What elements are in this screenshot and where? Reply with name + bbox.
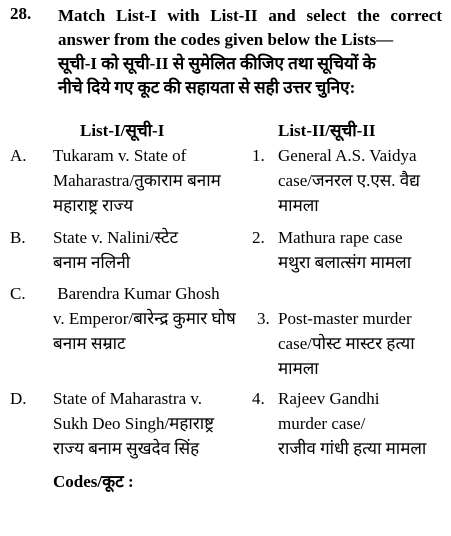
list-1-item-d-line: Sukh Deo Singh/महाराष्ट्र <box>53 414 215 433</box>
list-1-marker-a: A. <box>10 146 27 165</box>
list-1-item-b-line: State v. Nalini/स्टेट <box>53 228 179 247</box>
list-1-item-a-line: महाराष्ट्र राज्य <box>53 196 134 215</box>
list-2-item-4-line: murder case/ <box>278 414 366 433</box>
list-2-item-3 <box>278 306 450 381</box>
list-1-item-a-line: Maharastra/तुकाराम बनाम <box>53 171 221 190</box>
list-2-item-1 <box>278 143 450 218</box>
list-2-item-4-line: राजीव गांधी हत्या मामला <box>278 439 427 458</box>
list-1-item-b-line: बनाम नलिनी <box>53 253 131 272</box>
list-1-item-a <box>53 143 253 218</box>
list-2-item-3-line: मामला <box>278 359 319 378</box>
list-2-item-1-line: मामला <box>278 196 319 215</box>
list-2-marker-3: 3. <box>257 309 270 328</box>
question-text <box>58 4 442 100</box>
question-hindi-line-2: नीचे दिये गए कूट की सहायता से सही उत्तर चुनिए: <box>58 78 356 97</box>
list-1-item-d <box>53 386 253 461</box>
question-number: 28. <box>10 4 32 23</box>
list-1-marker-b: B. <box>10 228 26 247</box>
codes-label: Codes/कूट : <box>53 472 134 491</box>
list-2-item-2 <box>278 225 450 275</box>
list-2-item-3-line: case/पोस्ट मास्टर हत्या <box>278 334 415 353</box>
list-2-item-4 <box>278 386 450 461</box>
list-1-item-a-line: Tukaram v. State of <box>53 146 187 165</box>
list-2-marker-1: 1. <box>252 146 265 165</box>
question-hindi-line-1: सूची-I को सूची-II से सुमेलित कीजिए तथा सूचियों के <box>58 54 376 73</box>
list-2-marker-2: 2. <box>252 228 265 247</box>
list-1-item-c <box>53 281 258 356</box>
list-2-item-2-line: मथुरा बलात्संग मामला <box>278 253 412 272</box>
list-2-header: List-II/सूची-II <box>278 121 376 140</box>
list-2-item-3-line: Post-master murder <box>278 309 412 328</box>
question-english: Match List-I with List-II and select the correct answer from the codes given below the Lists— <box>58 6 442 49</box>
list-1-header: List-I/सूची-I <box>80 121 165 140</box>
list-2-item-1-line: case/जनरल ए.एस. वैद्य <box>278 171 420 190</box>
list-1-item-b <box>53 225 253 275</box>
list-1-marker-c: C. <box>10 284 26 303</box>
list-2-item-1-line: General A.S. Vaidya <box>278 146 417 165</box>
list-1-item-d-line: राज्य बनाम सुखदेव सिंह <box>53 439 200 458</box>
list-1-marker-d: D. <box>10 389 27 408</box>
list-1-item-c-line: Barendra Kumar Ghosh <box>53 284 220 303</box>
list-2-item-2-line: Mathura rape case <box>278 228 403 247</box>
list-2-marker-4: 4. <box>252 389 265 408</box>
list-1-item-c-line: बनाम सम्राट <box>53 334 126 353</box>
list-1-item-c-line: v. Emperor/बारेन्द्र कुमार घोष <box>53 309 236 328</box>
list-2-item-4-line: Rajeev Gandhi <box>278 389 380 408</box>
list-1-item-d-line: State of Maharastra v. <box>53 389 203 408</box>
